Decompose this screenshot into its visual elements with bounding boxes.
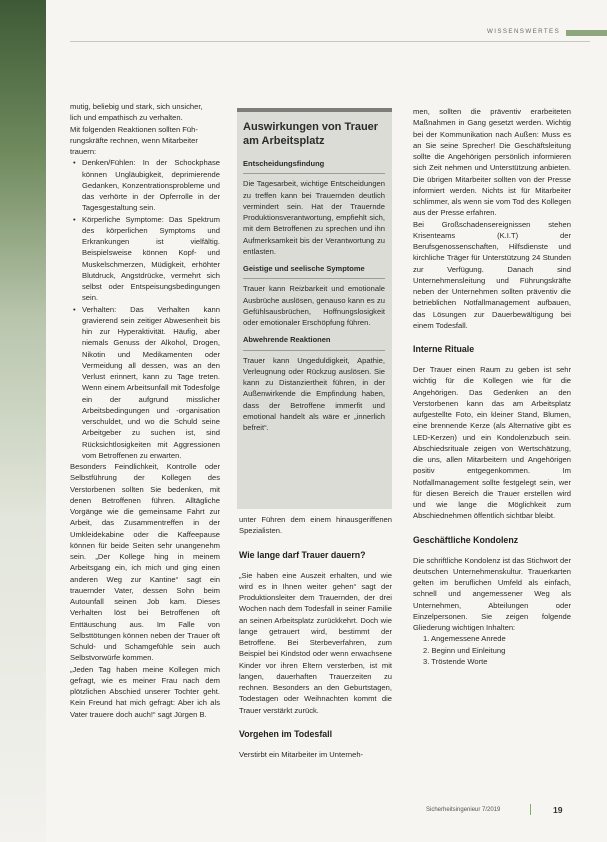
footer-magazine: Sicherheitsingenieur 7/2019 (426, 807, 501, 813)
column-left (70, 101, 220, 720)
list-item: • Denken/Fühlen: In der Schockphase können Ungläubigkeit, deprimierende Gedanken, Konzentrationsprobleme und das verhörte in der Opferrolle in der Tagesgestaltung sein. (82, 157, 220, 213)
info-box-text: Trauer kann Reizbarkeit und emotionale Ausbrüche auslösen, genauso kann es zu Gefühlsausbrüchen, Hoffnungslosigkeit oder emotionaler Erschöpfung führen. (243, 284, 385, 327)
body-paragraph: Der Trauer einen Raum zu geben ist sehr wichtig für die Kollegen wie für die Angehörigen. Das Gedenken an den Verstorbenen kann das am Arbeitsplatz aufgestellte Foto, ein kleiner Stand, Blumen, eine brennende Kerze (als Alternative gibt es LED-Kerzen) und ein Kondolenzbuch sein. Abschiedsrituale zeigen von Wertschätzung, die uns, allen Mitarbeitern und Angehörigen positiv entgegenkommen. Im Notfallmanagement sollte festgelegt sein, wer für diesen Bereich die Trauer erstellen wird und wie lange die Möglichkeit zum Abschiednehmen öffentlich sichtbar bleibt. (413, 365, 571, 521)
body-paragraph: men, sollten die präventiv erarbeiteten Maßnahmen in Gang gesetzt werden. Wichtig bei der Kommunikation nach Außen: Muss es an Sie seine Sprecher! Die Geschäftsleitung sollte die Angehörigen persönlich informieren sich Zeit nehmen und Unterstützung anbieten. Die übrigen Mitarbeiter sollten von der Presse informiert werden. Nichts ist für Mitarbeiter schlimmer, als wenn sie vom Tod des Kollegen aus der Presse erfahren. (413, 107, 571, 218)
column-right (413, 106, 571, 667)
body-paragraph: unter Führen dem einem hinausgeriffenen Spezialisten. (239, 515, 392, 536)
col1-intro-line: Mit folgenden Reaktionen sollten Füh- (70, 124, 198, 134)
info-box-title: Auswirkungen von Trauer am Arbeitsplatz (243, 121, 379, 147)
section-heading: Interne Rituale (413, 344, 475, 354)
list-item: 3. Tröstende Worte (423, 656, 488, 666)
list-item: 2. Beginn und Einleitung (423, 645, 506, 655)
col1-intro-line: trauern: (70, 147, 97, 156)
page-number: 19 (553, 805, 563, 815)
body-paragraph: Bei Großschadensereignissen stehen Krisenteams (K.I.T) der Berufsgenossenschaften, Hilfsdienste und kirchliche Träger für Unterstützung 24 Stunden zur Verfügung. Danach sind Unternehmensleitung und Führungskräfte neben der Unternehmen sollten präventiv die betrieblichen Notfallmanagement aufbauen, das Lösungen zur Dauerbewältigung bei einem Todesfall. (413, 219, 571, 330)
list-item: • Körperliche Symptome: Das Spektrum des körperlichen Symptoms und Erkrankungen ist vielfältig. Beispielsweise können Kopf- und Muskelschmerzen, Müdigkeit, erhöhter Blutdruck, Angstdrücke, vermehrt sich selbst oder Entspeisungsbedingungen sein. (82, 214, 220, 304)
divider (243, 350, 385, 351)
column-middle-lower (239, 514, 392, 760)
section-heading: Vorgehen im Todesfall (239, 728, 333, 739)
decorative-photo-strip (0, 0, 46, 842)
list-item: 1. Angemessene Anrede (423, 634, 506, 644)
col1-intro-line: mutig, beliebig und stark, sich unsicher, (70, 102, 203, 111)
body-paragraph: „Jeden Tag haben meine Kollegen mich gefragt, wie es meiner Frau nach dem plötzlichen Abschied unserer Tochter geht. Kein Freund hat mich gefragt: Aber ich als Vater trauere doch auch!“ sagt Jürgen B. (70, 664, 220, 719)
info-box-heading: Entscheidungsfindung (243, 159, 325, 168)
body-paragraph: Die schriftliche Kondolenz ist das Stichwort der deutschen Unternehmenskultur. Trauerkarten gelten im beruflichen Umfeld als einfach, schnell und angemessener Weg als Unternehmen, Abteilungen oder Einzelpersonen. Sie zeigen folgende Gliederung wichtigen Inhalten: (413, 555, 571, 632)
body-paragraph: „Sie haben eine Auszeit erhalten, und wie wird es in Ihnen weiter gehen“ sagt der Produktionsleiter dem Trauernden, der drei Wochen nach dem Todesfall in seiner Familie an seinen Arbeitsplatz zurückkehrt. Doch wie lange getrauert wird, bestimmt der Betroffene. Bei Sterbeverfahren, zum Beispiel bei Kindstod oder wenn erwachsene Kinder vor ihren Eltern versterben, ist mit langen, dauerhaften Trauerzeiten zu rechnen. Besonders an den Geburtstagen, Todestagen oder Weihnachten kommt die Trauer verstärkt zurück. (239, 570, 392, 715)
col1-intro-line: rungskräfte rechnen, wenn Mitarbeiter (70, 135, 198, 145)
info-box-heading: Geistige und seelische Symptome (243, 264, 365, 273)
footer-separator (530, 804, 531, 815)
header-divider (70, 41, 590, 42)
reaction-list (70, 157, 220, 461)
body-paragraph: Verstirbt ein Mitarbeiter im Unterneh- (239, 749, 364, 759)
list-item: • Verhalten: Das Verhalten kann gravierend sein zeitiger Abwesenheit bis hin zur Hyperaktivität. Häufig, aber niemals Genuss der Alkohol, Drogen, Nikotin und Medikamenten oder Vermeidung all dessen, was an den Verlust erinnert, kann zu Tage treten. Wenn einem Arbeitsunfall mit Todesfolge ein der aufgrund misslicher Arbeitsbedingungen und -organisation verschuldet, und wo die Schuld seine Arbeitgeber zu suchen ist, sind Rücksichtlosigkeiten mit Aggressionen vom Betroffenen zu erwarten. (82, 304, 220, 462)
section-heading: Wie lange darf Trauer dauern? (239, 549, 366, 560)
info-box (243, 120, 385, 433)
section-label: WISSENSWERTES (487, 28, 561, 35)
section-color-bar (566, 30, 607, 36)
divider (243, 173, 385, 174)
divider (243, 278, 385, 279)
col1-intro-line: lich und empathisch zu verhalten. (70, 113, 183, 123)
info-box-heading: Abwehrende Reaktionen (243, 335, 331, 345)
section-heading: Geschäftliche Kondolenz (413, 534, 519, 545)
condolence-list (413, 633, 571, 667)
info-box-text: Trauer kann Ungeduldigkeit, Apathie, Verleugnung oder Rückzug auslösen. Sie kann zu Distanziertheit führen, in der Außenwirkende die Empfindung haben, dass der Betroffene immerfit und emotional handelt als wäre er „innerlich befreit“. (243, 355, 385, 432)
body-paragraph: Besonders Feindlichkeit, Kontrolle oder Selbstführung der Kollegen des Verstorbenen sollten Sie bedenken, mit denen Betroffenen führen. Alltägliche Vorgänge wie die gemeinsame Fahrt zur Arbeit, das Zusammentreffen in der Umkleidekabine oder die Kaffeepause können für beide Seiten sehr unangenehm sein. „Der Kollege hing in meinem Arbeitsgang ein, ich mich und ging einen anderen Weg zur Kantine“ sagt ein trauernder Vater, dessen Sohn beim Autounfall seinen Job kam. Dieses Verhalten löst bei Betroffenen oft Enttäuschung aus. Im Falle von Selbsttötungen können neben der Trauer oft Schuld- und Schamgefühle sein auch Selbstvorwürfe kommen. (70, 462, 220, 663)
info-box-text: Die Tagesarbeit, wichtige Entscheidungen zu treffen kann bei Trauernden deutlich vermindert sein. Hat der Trauernde Produktionsverantwortung, empfiehlt sich, mit dem Betroffenen zu sprechen und ihn Aufmerksamkeit bis der Verantwortung zu entlasten. (243, 179, 385, 256)
